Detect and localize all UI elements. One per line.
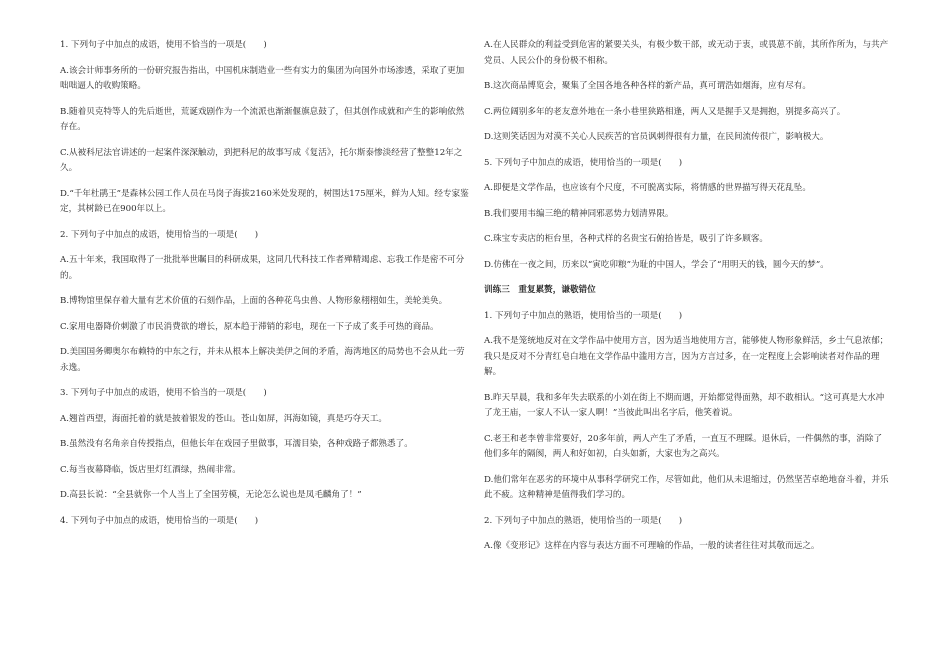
answer-option: B.昨天早晨，我和多年失去联系的小刘在街上不期而遇，开始都觉得面熟，却不敢相认。“这可真是大水冲了龙王庙，一家人不认一家人啊！”当彼此叫出名字后，他笑着说。 (484, 392, 885, 418)
answer-option: A.该会计师事务所的一份研究报告指出，中国机床制造业一些有实力的集团为向国外市场渗透，采取了更加咄咄逼人的收购策略。 (60, 65, 465, 91)
answer-option: C.珠宝专卖店的柜台里，各种式样的名贵宝石俯拾皆是，吸引了许多顾客。 (484, 234, 769, 244)
question-stem: 1. 下列句子中加点的成语，使用不恰当的一项是( ) (60, 40, 267, 50)
answer-option: B.我们要用韦编三绝的精神同邪恶势力划清界限。 (484, 208, 674, 219)
answer-option: D.仿佛在一夜之间，历来以“寅吃卯粮”为耻的中国人，学会了“用明天的钱，圆今天的梦”。 (484, 259, 829, 270)
question-stem: 5. 下列句子中加点的成语，使用恰当的一项是( ) (484, 157, 683, 168)
answer-option: C.每当夜幕降临，饭店里灯红酒绿，热闹非常。 (60, 464, 241, 475)
question-stem: 2. 下列句子中加点的熟语，使用恰当的一项是( ) (484, 515, 683, 526)
answer-option: A.即便是文学作品，也应该有个尺度，不可脱离实际，将情感的世界描写得天花乱坠。 (484, 183, 811, 193)
question-stem: 1. 下列句子中加点的熟语，使用恰当的一项是( ) (484, 310, 683, 321)
question-stem: 3. 下列句子中加点的成语，使用不恰当的一项是( ) (60, 388, 267, 398)
answer-option: A.五十年来，我国取得了一批批举世瞩目的科研成果，这同几代科技工作者殚精竭虑、忘我工作是密不可分的。 (60, 255, 465, 281)
answer-option: D.这则笑话因为对漠不关心人民疾苦的官员讽刺得很有力量，在民间流传很广，影响极大。 (484, 132, 829, 142)
answer-option: D.高县长说：“全县就你一个人当上了全国劳模，无论怎么说也是凤毛麟角了！” (60, 490, 362, 500)
answer-option: A.在人民群众的利益受到危害的紧要关头，有极少数干部，或无动于衷，或畏葸不前，其所作所为，与共产党员、人民公仆的身份极不相称。 (484, 40, 889, 66)
question-stem: 2. 下列句子中加点的成语，使用恰当的一项是( ) (60, 229, 259, 240)
answer-option: D.“千年杜鹃王”是森林公园工作人员在马岗子海拔2160米处发现的，树围达175厘米，鲜为人知。经专家鉴定，其树龄已在900年以上。 (60, 188, 469, 214)
answer-option: B.虽然没有名角亲自传授指点，但他长年在戏园子里做事，耳濡目染，各种戏路子都熟悉了。 (60, 439, 413, 449)
answer-option: C.家用电器降价刺激了市民消费欲的增长，原本趋于滞销的彩电，现在一下子成了炙手可热的商品。 (60, 321, 439, 332)
answer-option: D.美国国务卿奥尔布赖特的中东之行，并未从根本上解决美伊之间的矛盾，海湾地区的局势也不会从此一劳永逸。 (60, 347, 465, 373)
left-column (60, 38, 472, 539)
answer-option: A.我不是笼统地反对在文学作品中使用方言，因为适当地使用方言，能够使人物形象鲜活，乡土气息浓郁；我只是反对不分青红皂白地在文学作品中滥用方言，因为方言过多，在一定程度上会影响读者对作品的理解。 (484, 336, 889, 377)
section-heading: 训练三 重复累赘，谦敬错位 (484, 285, 596, 295)
answer-option: A.翘首西望，海面托着的就是披着银发的苍山。苍山如屏，洱海如镜，真是巧夺天工。 (60, 413, 387, 424)
answer-option: C.老王和老李曾非常要好，20多年前，两人产生了矛盾，一直互不理睬。退休后，一件偶然的事，消除了他们多年的隔阂，两人和好如初，白头如新，大家也为之高兴。 (484, 433, 883, 459)
right-column (484, 38, 890, 565)
answer-option: D.他们常年在恶劣的环境中从事科学研究工作，尽管如此，他们从未退缩过，仍然坚苦卓绝地奋斗着，并乐此不疲。这种精神是值得我们学习的。 (484, 474, 889, 500)
question-stem: 4. 下列句子中加点的成语，使用恰当的一项是( ) (60, 515, 259, 526)
answer-option: B.这次商品博览会，聚集了全国各地各种各样的新产品，真可谓浩如烟海，应有尽有。 (484, 81, 812, 91)
answer-option: A.像《变形记》这样在内容与表达方面不可理喻的作品，一般的读者往往对其敬而远之。 (484, 541, 820, 551)
answer-option: C.从被科尼法官讲述的一起案件深深触动，到把科尼的故事写成《复活》，托尔斯泰惨淡经营了整整12年之久。 (60, 147, 463, 173)
answer-option: C.两位阔别多年的老友意外地在一条小巷里狭路相逢，两人又是握手又是拥抱，别提多高兴了。 (484, 106, 846, 117)
answer-option: B.博物馆里保存着大量有艺术价值的石刻作品，上面的各种花鸟虫兽、人物形象栩栩如生，美轮美奂。 (60, 296, 448, 306)
answer-option: B.随着贝克特等人的先后逝世，荒诞戏剧作为一个流派也渐渐偃旗息鼓了，但其创作成就和产生的影响依然存在。 (60, 106, 465, 132)
